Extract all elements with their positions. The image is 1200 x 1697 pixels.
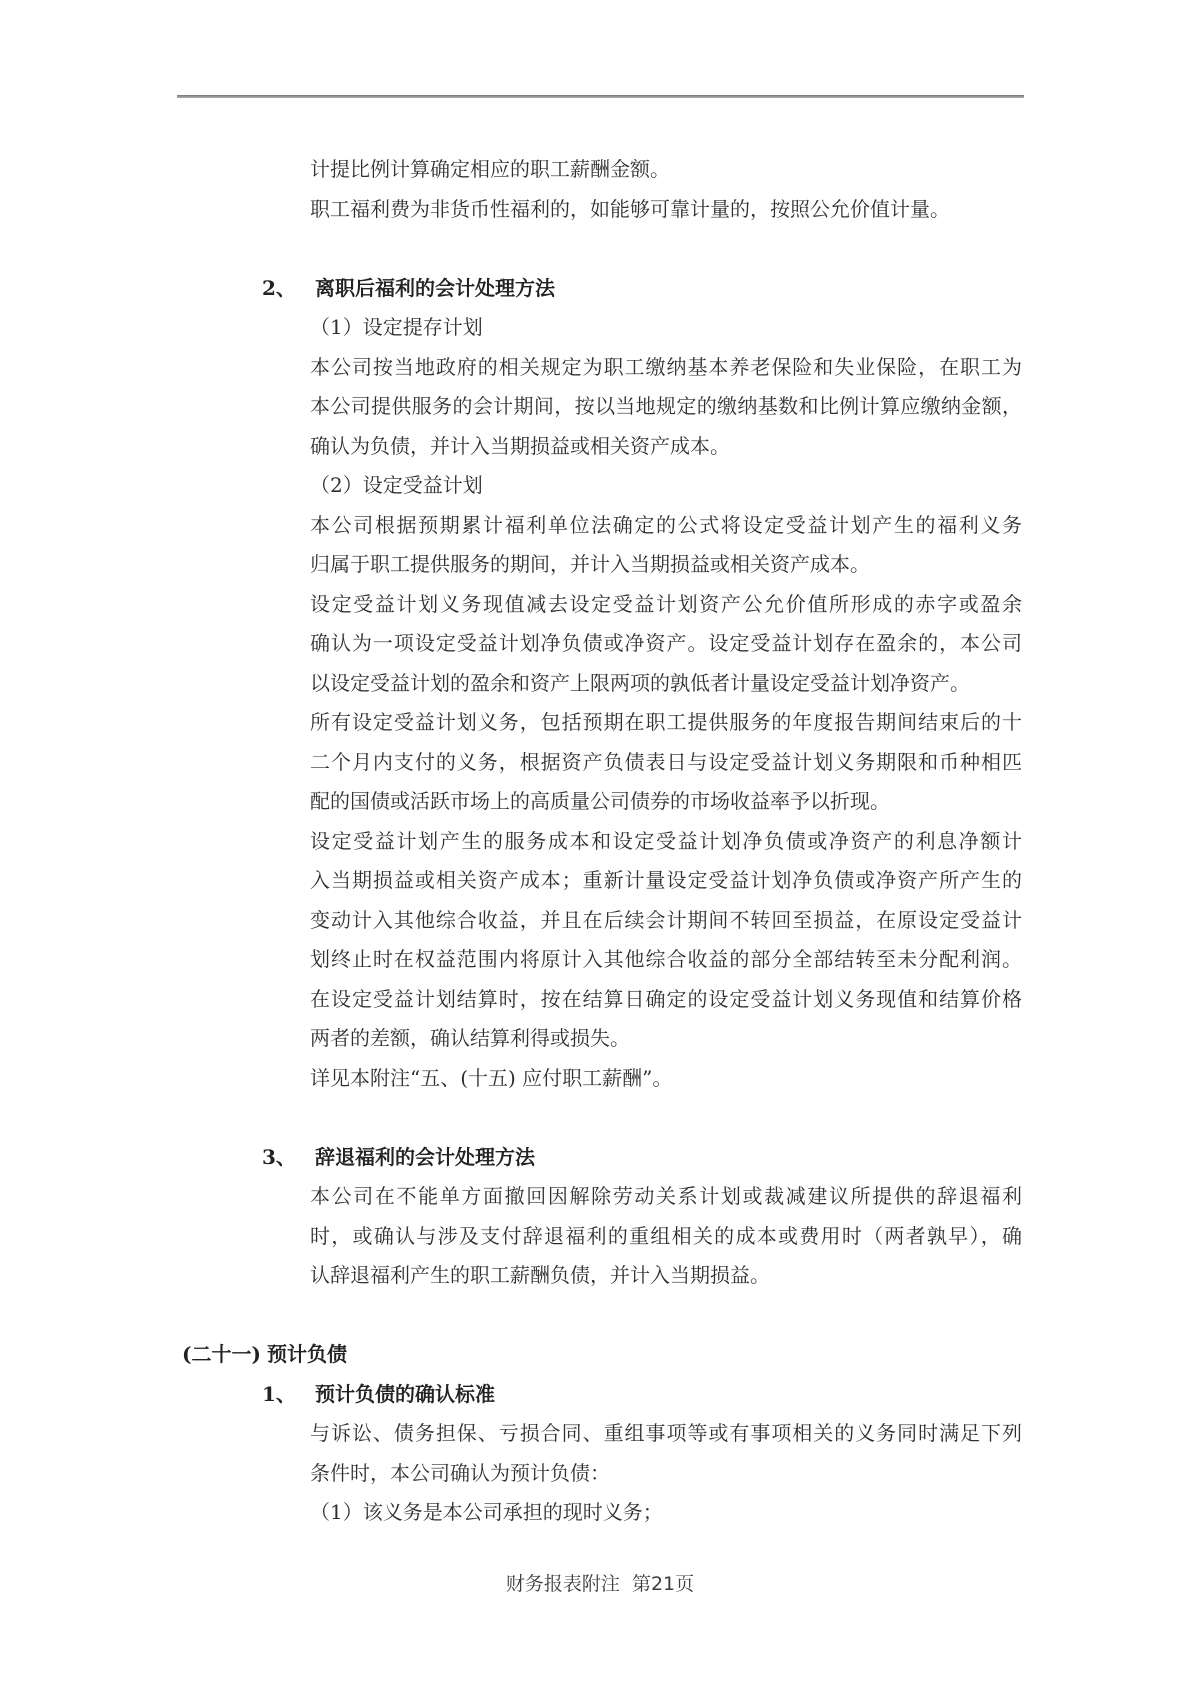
text-line: 二个月内支付的义务，根据资产负债表日与设定受益计划义务期限和币种相匹 (310, 749, 1022, 774)
text-line: 本公司提供服务的会计期间，按以当地规定的缴纳基数和比例计算应缴纳金额， (310, 394, 1022, 418)
text-line: （1）设定提存计划 (310, 315, 483, 339)
text-line: （2）设定受益计划 (310, 473, 483, 497)
heading-number: 3、 (262, 1144, 296, 1169)
section-heading (262, 1138, 1020, 1178)
text-line: 两者的差额，确认结算利得或损失。 (310, 1026, 630, 1050)
heading-text: 辞退福利的会计处理方法 (315, 1144, 535, 1169)
text-line: 认辞退福利产生的职工薪酬负债，并计入当期损益。 (310, 1263, 770, 1287)
text-line: 入当期损益或相关资产成本；重新计量设定受益计划净负债或净资产所产生的 (310, 868, 1022, 892)
section-heading (262, 269, 1020, 309)
text-line: 以设定受益计划的盈余和资产上限两项的孰低者计量设定受益计划净资产。 (310, 670, 970, 695)
text-line: 本公司根据预期累计福利单位法确定的公式将设定受益计划产生的福利义务 (310, 512, 1022, 537)
text-line: 设定受益计划产生的服务成本和设定受益计划净负债或净资产的利息净额计 (310, 828, 1022, 853)
text-line: （1）该义务是本公司承担的现时义务； (310, 1500, 663, 1524)
heading-text: 预计负债 (267, 1342, 347, 1366)
text-line: 条件时，本公司确认为预计负债： (310, 1460, 610, 1485)
heading-number: (二十一) (182, 1342, 261, 1366)
text-line: 归属于职工提供服务的期间，并计入当期损益或相关资产成本。 (310, 552, 870, 576)
text-line: 职工福利费为非货币性福利的，如能够可靠计量的，按照公允价值计量。 (310, 196, 950, 221)
section-heading (262, 1375, 1020, 1415)
text-line: 设定受益计划义务现值减去设定受益计划资产公允价值所形成的赤字或盈余 (310, 591, 1022, 616)
section-heading (182, 1335, 1020, 1375)
heading-number: 2、 (262, 275, 296, 300)
heading-number: 1、 (262, 1381, 296, 1406)
text-line: 在设定受益计划结算时，按在结算日确定的设定受益计划义务现值和结算价格 (310, 986, 1022, 1011)
header-rule (177, 95, 1024, 98)
document-body (182, 150, 1022, 1533)
text-line: 配的国债或活跃市场上的高质量公司债券的市场收益率予以折现。 (310, 789, 890, 813)
text-line: 计提比例计算确定相应的职工薪酬金额。 (310, 157, 670, 181)
text-line: 本公司按当地政府的相关规定为职工缴纳基本养老保险和失业保险，在职工为 (310, 354, 1022, 379)
text-line: 与诉讼、债务担保、亏损合同、重组事项等或有事项相关的义务同时满足下列 (310, 1421, 1022, 1445)
page-footer: 财务报表附注 第21页 (505, 1573, 695, 1595)
text-line: 所有设定受益计划义务，包括预期在职工提供服务的年度报告期间结束后的十 (310, 710, 1022, 734)
text-line: 本公司在不能单方面撤回因解除劳动关系计划或裁减建议所提供的辞退福利 (310, 1184, 1022, 1208)
text-line: 时，或确认与涉及支付辞退福利的重组相关的成本或费用时（两者孰早），确 (310, 1223, 1022, 1248)
text-line: 变动计入其他综合收益，并且在后续会计期间不转回至损益，在原设定受益计 (310, 907, 1022, 932)
text-line: 确认为负债，并计入当期损益或相关资产成本。 (310, 433, 730, 458)
heading-text: 预计负债的确认标准 (315, 1381, 495, 1406)
text-line: 详见本附注“五、(十五) 应付职工薪酬”。 (310, 1065, 673, 1090)
heading-text: 离职后福利的会计处理方法 (315, 275, 555, 300)
text-line: 确认为一项设定受益计划净负债或净资产。设定受益计划存在盈余的，本公司 (310, 631, 1022, 655)
text-line: 划终止时在权益范围内将原计入其他综合收益的部分全部结转至未分配利润。 (310, 947, 1022, 971)
